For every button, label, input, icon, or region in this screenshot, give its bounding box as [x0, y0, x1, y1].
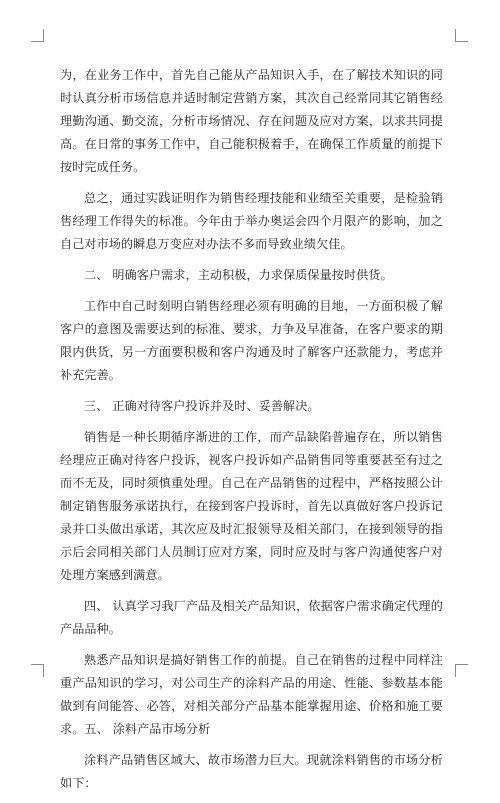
- paragraph: 为，在业务工作中，首先自己能从产品知识入手，在了解技术知识的同时认真分析市场信息并适时制定营销方案，其次自己经常同其它销售经理勤沟通、勤交流，分析市场情况、存在问题及应对方案，以求共同提高。在日常的事务工作中，自己能积极着手，在确保工作质量的前提下按时完成任务。: [60, 68, 443, 174]
- crop-mark-bottom-left: [31, 664, 44, 677]
- section-heading: 二、 明确客户需求，主动积极，力求保质保量按时供货。: [84, 268, 393, 282]
- paragraph: 工作中自己时刻明白销售经理必须有明确的目地，一方面积极了解客户的意图及需要达到的标准、要求，力争及早准备，在客户要求的期限内供货，另一方面要积极和客户沟通及时了解客户还款能力，考虑并补充完善。: [60, 299, 443, 382]
- section-heading: 三、 正确对待客户投诉并及时、妥善解决。: [84, 399, 320, 413]
- crop-mark-top-right: [455, 29, 468, 42]
- crop-mark-bottom-right: [455, 664, 468, 677]
- paragraph: 总之，通过实践证明作为销售经理技能和业绩至关重要，是检验销售经理工作得失的标准。今年由于举办奥运会四个月限产的影响，加之自己对市场的瞬息万变应对办法不多而导致业绩欠佳。: [60, 191, 443, 251]
- paragraph: 涂料产品销售区域大、故市场潜力巨大。现就涂料销售的市场分析如下：: [60, 753, 443, 790]
- section-heading: 四、 认真学习我厂产品及相关产品知识，依据客户需求确定代理的产品品种。: [60, 599, 443, 636]
- crop-mark-top-left: [31, 29, 44, 42]
- paragraph: 销售是一种长期循序渐进的工作，而产品缺陷普遍存在，所以销售经理应正确对待客户投诉，视客户投诉如产品销售同等重要甚至有过之而不无及，同时须慎重处理。自己在产品销售的过程中，严格按照公计制定销售服务承诺执行，在接到客户投诉时，首先以真做好客户投诉记录并口头做出承诺，其次应及时汇报领导及相关部门，在接到领导的指示后会同相关部门人员制订应对方案，同时应及时与客户沟通使客户对处理方案感到满意。: [60, 430, 443, 582]
- document-body: [60, 64, 443, 803]
- paragraph: 熟悉产品知识是搞好销售工作的前提。自己在销售的过程中同样注重产品知识的学习，对公司生产的涂料产品的用途、性能、参数基本能做到有问能答、必答，对相关部分产品基本能掌握用途、价格和施工要求。五、 涂料产品市场分析: [60, 653, 443, 736]
